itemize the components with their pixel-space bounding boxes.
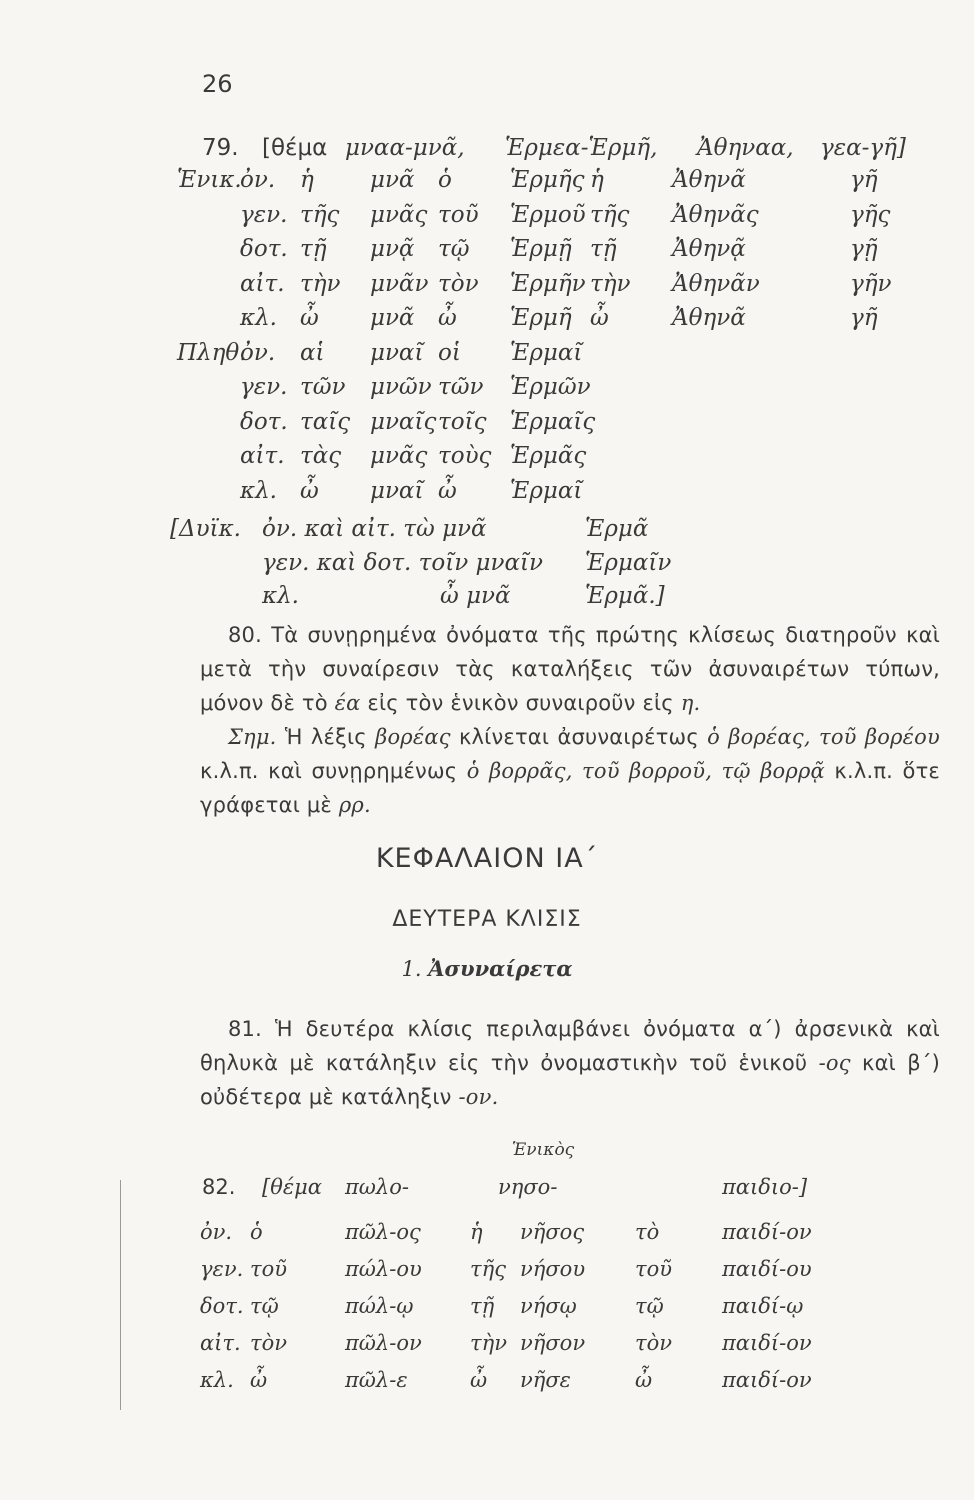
number-label: [Δυϊκ. [170, 516, 241, 542]
paradigm-cell: πώλ-ῳ [345, 1294, 414, 1318]
paradigm-cell: τῇ [590, 236, 617, 262]
italic-form: η. [680, 691, 701, 715]
body-text: κ.λ.π. ὅτε γράφεται μὲ [200, 759, 940, 817]
paradigm-cell: γῆς [850, 201, 891, 228]
paradigm-cell: τὸ [635, 1220, 660, 1244]
paradigm-cell: νῆσον [520, 1331, 586, 1355]
paradigm-cell: γῆ [850, 167, 878, 193]
section-81 [200, 1012, 940, 1114]
case-label: γεν. [240, 374, 288, 400]
section-number: 82. [202, 1175, 236, 1199]
paradigm-cell: ὦ [635, 1368, 653, 1392]
paradigm-cell: τοῖς [438, 408, 487, 435]
paradigm-cell: Ἑρμῇ [510, 236, 572, 262]
case-label: δοτ. [240, 408, 288, 435]
italic-form: -ον. [458, 1085, 499, 1109]
dual-name: Ἑρμᾶ [585, 516, 649, 542]
paradigm-cell: ἡ [300, 167, 314, 193]
paradigm-cell: Ἀθηνᾶν [672, 270, 760, 297]
italic-form: βορέας [375, 725, 451, 749]
paradigm-cell: μναῖ [370, 477, 424, 504]
paradigm-cell: Ἀθηνᾶ [672, 167, 746, 193]
paradigm-cell: τῷ [250, 1294, 279, 1318]
case-label: αἰτ. [240, 443, 285, 469]
paradigm-cell: τῷ [635, 1294, 664, 1318]
paradigm-cell: μναῖ [370, 339, 424, 366]
paradigm-cell: τῷ [438, 236, 470, 262]
paradigm-cell: Ἑρμαῖς [510, 408, 596, 435]
paradigm-cell: παιδί-ον [722, 1331, 812, 1355]
paradigm-cell: τὸν [635, 1331, 673, 1355]
dual-name: Ἑρμᾶ.] [585, 583, 665, 609]
paradigm-cell: μνᾶς [370, 443, 428, 469]
paradigm-cell: τὸν [250, 1331, 288, 1355]
paradigm-cell: πώλ-ου [345, 1257, 422, 1281]
stem: νησο- [498, 1175, 558, 1199]
paradigm-cell: νήσῳ [520, 1294, 577, 1318]
stem: παιδιο-] [722, 1175, 808, 1199]
italic-form: ρρ. [338, 793, 371, 817]
paradigm-cell: παιδί-ῳ [722, 1294, 804, 1318]
paradigm-cell: μνᾶν [370, 270, 429, 297]
number-label: Πληθ. [177, 339, 247, 366]
paradigm-cell: παιδί-ον [722, 1368, 812, 1392]
italic-form: -ος [818, 1051, 851, 1075]
paradigm-cell: γῇ [850, 236, 878, 262]
paradigm-cell: ἡ [470, 1220, 483, 1244]
paradigm-cell: τὸν [438, 270, 479, 297]
italic-form: έα [334, 691, 361, 715]
paradigm-cell: οἱ [438, 339, 461, 366]
paradigm-cell: ὦ [590, 305, 609, 331]
paradigm-cell: Ἑρμῆν [510, 270, 586, 297]
body-text: κλίνεται ἀσυναιρέτως [458, 725, 699, 749]
paradigm-cell: παιδί-ου [722, 1257, 812, 1281]
body-text: Ἡ δευτέρα κλίσις περιλαμβάνει ὀνόματα α΄) ἀρσενικὰ καὶ θηλυκὰ μὲ κατάληξιν εἰς τὴν ὀνομαστικὴν τοῦ ἑνικοῦ [200, 1017, 940, 1075]
paradigm-cell: μνᾶ [370, 305, 415, 331]
body-text: εἰς τὸν ἑνικὸν συναιροῦν εἰς [367, 691, 674, 715]
paradigm-cell: νῆσος [520, 1220, 585, 1244]
paradigm-cell: τὴν [470, 1331, 507, 1355]
section-number: 81. [228, 1017, 262, 1041]
paradigm-cell: Ἑρμῆ [510, 305, 572, 331]
stem-label: [θέμα [262, 135, 328, 161]
section-80-paragraph [200, 618, 940, 720]
paradigm-cell: τῶν [438, 374, 484, 400]
paradigm-cell: Ἑρμαῖ [510, 477, 583, 504]
chapter-title: ΚΕΦΑΛΑΙΟΝ ΙΑ΄ [375, 843, 599, 874]
paradigm-cell: Ἀθηνᾷ [672, 236, 746, 262]
paradigm-cell: τοῦ [635, 1257, 673, 1281]
paradigm-cell: Ἀθηνᾶς [672, 201, 759, 228]
paradigm-cell: τῇ [300, 236, 327, 262]
paradigm-cell: νήσου [520, 1257, 586, 1281]
paradigm-cell: μναῖς [370, 408, 437, 435]
paradigm-cell: ὁ [250, 1220, 263, 1244]
paradigm-cell: γῆ [850, 305, 878, 331]
number-heading: Ἑνικὸς [512, 1140, 575, 1160]
paradigm-cell: τὴν [590, 270, 631, 297]
paradigm-cell: τὰς [300, 443, 342, 469]
stem: Ἑρμεα-Ἑρμῆ, [505, 135, 658, 161]
case-label: ὀν. [240, 339, 276, 366]
case-label: γεν. [240, 201, 288, 228]
section-80 [200, 618, 940, 822]
paradigm-cell: Ἑρμαῖ [510, 339, 583, 366]
chapter-subtitle: ΔΕΥΤΕΡΑ ΚΛΙΣΙΣ [392, 907, 582, 932]
case-label: δοτ. [200, 1294, 244, 1318]
case-label: ὀν. [200, 1220, 233, 1244]
paradigm-cell: πῶλ-ος [345, 1220, 421, 1244]
case-label: δοτ. [240, 236, 288, 262]
stem: πωλο- [345, 1175, 409, 1199]
paradigm-cell: ἡ [590, 167, 604, 193]
paradigm-cell: μνῶν [370, 374, 432, 400]
stem: Ἀθηναα, [697, 135, 794, 161]
stem: μναα-μνᾶ, [345, 135, 465, 161]
paradigm-cell: Ἑρμᾶς [510, 443, 587, 469]
dual-text: γεν. καὶ δοτ. τοῖν μναῖν [262, 550, 544, 576]
paradigm-cell: ὦ [470, 1368, 488, 1392]
section-title-number: 1. [401, 957, 422, 981]
case-label: κλ. [240, 477, 277, 504]
section-80-note [200, 720, 940, 822]
paradigm-cell: ὦ [300, 477, 319, 504]
paradigm-cell: μνᾶς [370, 201, 428, 228]
paradigm-cell: Ἀθηνᾶ [672, 305, 746, 331]
stem: γεα-γῆ] [820, 135, 906, 161]
paradigm-cell: πῶλ-ε [345, 1368, 408, 1392]
section-title [0, 956, 974, 981]
italic-form: ὁ βορέας, τοῦ βορέου [707, 725, 940, 749]
paradigm-cell: πῶλ-ον [345, 1331, 422, 1355]
paradigm-cell: τοῦ [438, 201, 479, 228]
body-text: κ.λ.π. καὶ συνῃρημένως [200, 759, 458, 783]
section-81-paragraph [200, 1012, 940, 1114]
body-text: καὶ β΄) οὐδέτερα μὲ κατάληξιν [200, 1051, 940, 1109]
dual-text: ὀν. καὶ αἰτ. τὼ μνᾶ [262, 516, 487, 542]
number-label: Ἑνικ. [177, 167, 242, 193]
page-number: 26 [202, 70, 233, 98]
case-label: ὀν. [240, 167, 276, 193]
margin-line [120, 1180, 121, 1410]
italic-form: ὁ βορρᾶς, τοῦ βορροῦ, τῷ βορρᾷ [466, 759, 825, 783]
paradigm-cell: τῆς [590, 201, 630, 228]
paradigm-cell: νῆσε [520, 1368, 571, 1392]
paradigm-cell: ταῖς [300, 408, 351, 435]
paradigm-cell: μνᾶ [370, 167, 415, 193]
paradigm-cell: Ἑρμῶν [510, 374, 591, 400]
case-label: γεν. [200, 1257, 244, 1281]
body-text: Τὰ συνῃρημένα ὀνόματα τῆς πρώτης κλίσεως διατηροῦν καὶ μετὰ τὴν συναίρεσιν τὰς καταλήξεις τῶν ἀσυναιρέτων τύπων, μόνον δὲ τὸ [200, 623, 940, 715]
paradigm-cell: αἱ [300, 339, 325, 366]
paradigm-cell: ὦ [300, 305, 319, 331]
stem-label: [θέμα [262, 1175, 322, 1199]
section-number: 80. [228, 623, 262, 647]
paradigm-cell: ὦ [438, 477, 457, 504]
paradigm-cell: μνᾷ [370, 236, 415, 262]
case-label: αἰτ. [200, 1331, 241, 1355]
paradigm-cell: τῶν [300, 374, 346, 400]
section-title-text: Ἀσυναίρετα [428, 956, 573, 981]
section-number: 79. [202, 135, 239, 161]
paradigm-cell: Ἑρμοῦ [510, 201, 586, 228]
dual-pre: ὦ μνᾶ [440, 583, 511, 609]
paradigm-cell: τῆς [300, 201, 340, 228]
paradigm-cell: τοὺς [438, 443, 492, 469]
paradigm-cell: παιδί-ον [722, 1220, 812, 1244]
paradigm-cell: τῇ [470, 1294, 495, 1318]
body-text: Ἡ λέξις [284, 725, 367, 749]
paradigm-cell: ὦ [250, 1368, 268, 1392]
paradigm-cell: ὁ [438, 167, 452, 193]
dual-text: κλ. [262, 583, 299, 609]
paradigm-cell: τὴν [300, 270, 341, 297]
paradigm-cell: Ἑρμῆς [510, 167, 585, 193]
paradigm-cell: τοῦ [250, 1257, 288, 1281]
case-label: αἰτ. [240, 270, 285, 297]
note-label: Σημ. [228, 725, 277, 749]
paradigm-cell: τῆς [470, 1257, 506, 1281]
paradigm-cell: γῆν [850, 270, 892, 297]
dual-name: Ἑρμαῖν [585, 550, 672, 576]
case-label: κλ. [200, 1368, 234, 1392]
paradigm-cell: ὦ [438, 305, 457, 331]
case-label: κλ. [240, 305, 277, 331]
